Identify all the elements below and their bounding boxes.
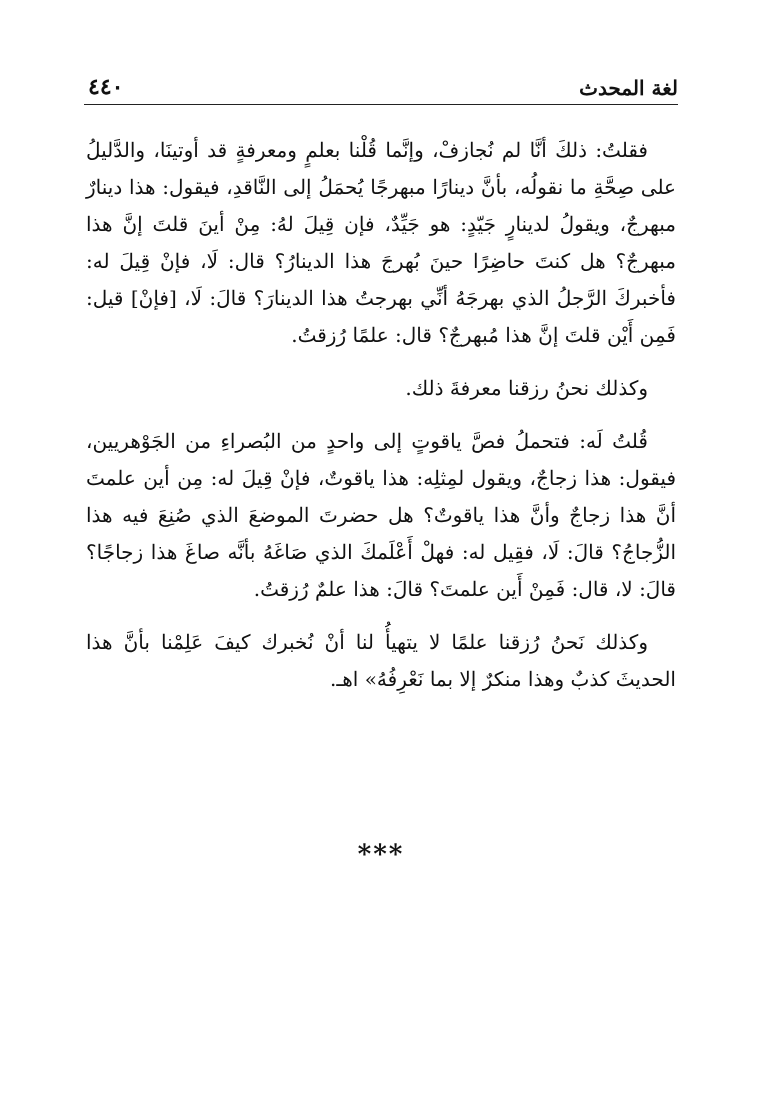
- section-separator: ***: [357, 840, 405, 870]
- paragraph-4: وكذلك نَحنُ رُزقنا علمًا لا يتهيأُ لنا أنْ نُخبرك كيفَ عَلِمْنا بأنَّ هذا الحديثَ كذبٌ وهذا منكرٌ إلا بما نَعْرِفُهُ» اهـ.: [86, 630, 676, 691]
- paragraph-3: قُلتُ لَه: فتحملُ فصَّ ياقوتٍ إلى واحدٍ من البُصراءِ من الجَوْهريين، فيقول: هذا زجاجٌ، ويقول لمِثلِه: هذا ياقوتٌ، فإنْ قِيلَ له: مِن أين علمتَ أنَّ هذا زجاجٌ وأنَّ هذا ياقوتٌ؟ هل حضرتَ الموضعَ الذي صُنِعَ فيه هذا الزُّجاجُ؟ قالَ: لَا، فقِيل له: فهلْ أَعْلَمكَ الذي صَاغَهُ بأنَّه صاغَ هذا زجاجًا؟ قالَ: لا، قال: فَمِنْ أَين علمتَ؟ قالَ: هذا علمٌ رُزقتُ.: [86, 429, 676, 601]
- page-number: ٤٤٠: [88, 74, 124, 100]
- header-title: لغة المحدث: [579, 76, 678, 100]
- page-body: [86, 132, 676, 714]
- running-header: [88, 68, 678, 100]
- paragraph-2: وكذلك نحنُ رزقنا معرفةَ ذلك.: [405, 376, 648, 400]
- paragraph-1: فقلتُ: ذلكَ أنَّا لم نُجازفْ، وإنَّما قُلْنا بعلمٍ ومعرفةٍ قد أوتينَا، والدَّليلُ على صِحَّةِ ما نقولُه، بأنَّ دينارًا مبهرجًا يُحمَلُ إلى النَّاقدِ، فيقول: هذا دينارٌ مبهرجٌ، ويقولُ لدينارٍ جَيّدٍ: هو جَيِّدٌ، فإن قِيلَ لهُ: مِنْ أينَ قلتَ إنَّ هذا مبهرجٌ؟ هل كنتَ حاضِرًا حينَ بُهرجَ هذا الدينارُ؟ قال: لَا، فإنْ قِيلَ له: فأخبركَ الرَّجلُ الذي بهرجَهُ أنِّي بهرجتُ هذا الدينارَ؟ قالَ: لَا، [فإنْ] قيل: فَمِن أَيْن قلتَ إنَّ هذا مُبهرجٌ؟ قال: علمًا رُزقتُ.: [86, 138, 676, 347]
- header-rule: [84, 104, 678, 105]
